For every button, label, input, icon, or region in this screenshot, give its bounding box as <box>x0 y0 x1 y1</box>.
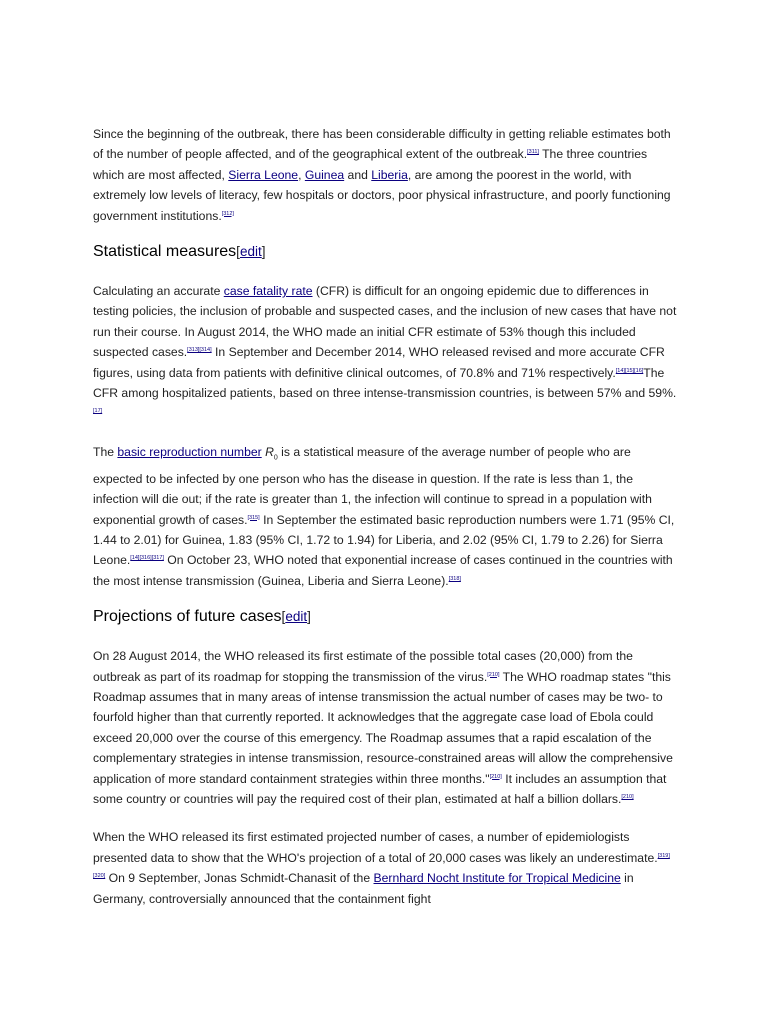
citation <box>490 774 502 780</box>
citation-link[interactable]: [311] <box>527 149 539 156</box>
citation-link[interactable]: [14][15][16] <box>615 367 644 374</box>
edit-link[interactable]: edit <box>239 244 262 260</box>
body-text: (CFR) is difficult for an ongoing epidemic due to differences in testing policies, the inclusion of probable and suspected cases, and the inclusion of new cases that have not run their course. In August 2014, the WHO made an initial CFR estimate of 53% though this included suspected cases. <box>93 284 677 360</box>
cfr-paragraph <box>93 281 677 424</box>
citation <box>621 794 633 800</box>
section-heading-projections <box>93 606 677 628</box>
citation-link[interactable]: [312] <box>221 210 234 217</box>
edit-section <box>282 609 311 624</box>
citation <box>222 211 234 217</box>
r0-subscript: 0 <box>273 454 278 462</box>
section-heading-statistical-measures <box>93 241 677 263</box>
citation <box>130 555 164 561</box>
citation-link[interactable]: [313][314] <box>187 347 212 354</box>
citation-link[interactable]: [17] <box>93 408 103 415</box>
bernhard-nocht-institute-link[interactable]: Bernhard Nocht Institute for Tropical Medicine <box>373 871 621 886</box>
basic-reproduction-number-link[interactable]: basic reproduction number <box>117 444 262 459</box>
r0-symbol: R <box>261 444 274 459</box>
article-body <box>93 124 677 909</box>
body-text: Calculating an accurate <box>93 284 224 299</box>
intro-paragraph <box>93 124 677 226</box>
body-text: The WHO roadmap states "this Roadmap assumes that in many areas of intense transmission the actual number of cases may be two- to fourfold higher than that currently reported. It acknowledges that the aggregate case load of Ebola could exceed 20,000 over the course of this emergency. The Roadmap assumes that a rapid escalation of the complementary strategies in intense transmission, resource-constrained areas will allow the comprehensive application of more standard containment strategies within three months." <box>93 669 673 786</box>
citation-link[interactable]: [210] <box>489 773 502 780</box>
citation-link[interactable]: [318] <box>448 575 461 582</box>
citation-link[interactable]: [319][320] <box>93 852 670 880</box>
body-text: In September and December 2014, WHO released revised and more accurate CFR figures, using data from patients with definitive clinical outcomes, of 70.8% and 71% respectively. <box>93 345 665 380</box>
intro-text: Since the beginning of the outbreak, there has been considerable difficulty in getting reliable estimates both of the number of people affected, and of the geographical extent of the outbreak. <box>93 127 671 162</box>
body-text: in Germany, controversially announced that the containment fight <box>93 871 634 906</box>
citation <box>487 672 499 678</box>
citation-link[interactable]: [210] <box>487 671 500 678</box>
citation-link[interactable]: [210] <box>621 794 634 800</box>
edit-bracket: ] <box>261 244 266 260</box>
sierra-leone-link[interactable]: Sierra Leone <box>228 167 299 182</box>
edit-bracket: [ <box>281 609 286 625</box>
citation <box>93 408 102 414</box>
citation <box>247 515 259 521</box>
body-text: The <box>93 444 118 459</box>
edit-bracket: ] <box>307 609 311 625</box>
liberia-link[interactable]: Liberia <box>371 167 408 182</box>
body-text: It includes an assumption that some country or countries will pay the required cost of their plan, estimated at half a billion dollars. <box>93 771 667 806</box>
citation-link[interactable]: [315] <box>247 514 260 521</box>
guinea-link[interactable]: Guinea <box>304 167 345 182</box>
edit-link[interactable]: edit <box>285 609 308 625</box>
estimates-paragraph <box>93 827 677 909</box>
body-text: On 28 August 2014, the WHO released its first estimate of the possible total cases (20,000) from the outbreak as part of its roadmap for stopping the transmission of the virus. <box>93 649 633 684</box>
edit-section <box>236 244 265 259</box>
body-text: On October 23, WHO noted that exponential increase of cases continued in the countries with the most intense transmission (Guinea, Liberia and Sierra Leone). <box>93 553 673 588</box>
section-title: Projections of future cases <box>93 608 282 626</box>
intro-text: The three countries which are most affected, <box>93 147 648 182</box>
citation <box>187 347 211 353</box>
citation <box>616 368 644 374</box>
case-fatality-rate-link[interactable]: case fatality rate <box>223 284 313 299</box>
body-text: The CFR among hospitalized patients, based on three intense-transmission countries, is between 57% and 59%. <box>93 365 677 401</box>
body-text: In September the estimated basic reproduction numbers were 1.71 (95% CI, 1.44 to 2.01) for Guinea, 1.83 (95% CI, 1.72 to 1.94) for Liberia, and 2.02 (95% CI, 1.79 to 2.26) for Sierra Leone. <box>93 512 675 568</box>
body-text: When the WHO released its first estimated projected number of cases, a number of epidemiologists presented data to show that the WHO's projection of a total of 20,000 cases was likely an underestimate. <box>93 830 658 865</box>
citation-link[interactable]: [14][316][317] <box>130 555 164 562</box>
citation <box>527 149 539 155</box>
section-title: Statistical measures <box>93 243 237 261</box>
intro-text: and <box>344 167 372 182</box>
intro-text: , <box>298 167 305 182</box>
projections-paragraph <box>93 646 677 809</box>
intro-text: , are among the poorest in the world, with extremely low levels of literacy, few hospitals or doctors, poor physical infrastructure, and poorly functioning government institutions. <box>93 167 671 223</box>
body-text: is a statistical measure of the average number of people who are expected to be infected by one person who has the disease in question. If the rate is less than 1, the infection will die out; if the rate is greater than 1, the infection will continue to spread in a population with exponential growth of cases. <box>93 444 652 527</box>
body-text: On 9 September, Jonas Schmidt-Chanasit of the <box>105 871 374 886</box>
citation <box>449 576 461 582</box>
r0-paragraph <box>93 442 677 591</box>
edit-bracket: [ <box>236 244 240 260</box>
